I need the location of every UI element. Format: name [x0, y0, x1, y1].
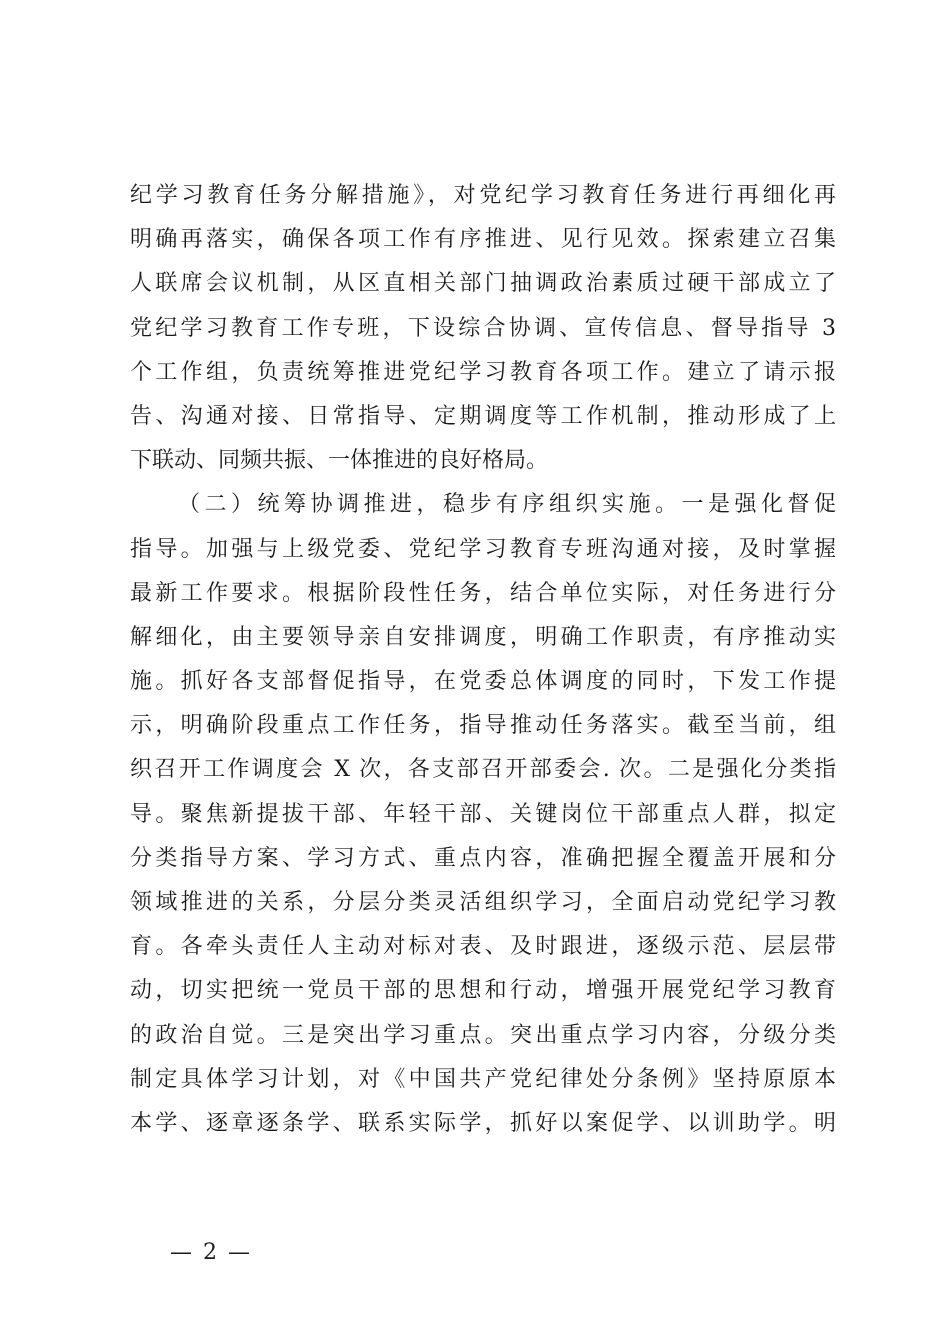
text-line: 明确再落实，确保各项工作有序推进、见行见效。探索建立召集	[130, 227, 836, 253]
text-line: 制定具体学习计划，对《中国共产党纪律处分条例》坚持原原本	[130, 1066, 836, 1092]
text-line: 纪学习教育任务分解措施》，对党纪学习教育任务进行再细化再	[130, 183, 836, 208]
section-heading-line: （二）统筹协调推进，稳步有序组织实施。一是强化督促	[178, 492, 836, 518]
text-line: 最新工作要求。根据阶段性任务，结合单位实际，对任务进行分	[130, 580, 836, 606]
text-line: 分类指导方案、学习方式、重点内容，准确把握全覆盖开展和分	[130, 845, 836, 871]
text-line: 党纪学习教育工作专班，下设综合协调、宣传信息、督导指导 3	[130, 315, 836, 341]
text-line: 本学、逐章逐条学、联系实际学，抓好以案促学、以训助学。明	[130, 1110, 836, 1136]
text-line: 的政治自觉。三是突出学习重点。突出重点学习内容，分级分类	[130, 1022, 836, 1048]
text-line: 指导。加强与上级党委、党纪学习教育专班沟通对接，及时掌握	[130, 536, 836, 562]
text-line: 下联动、同频共振、一体推进的良好格局。	[130, 448, 549, 474]
text-line: 解细化，由主要领导亲自安排调度，明确工作职责，有序推动实	[130, 624, 836, 650]
text-line: 示，明确阶段重点工作任务，指导推动任务落实。截至当前，组	[130, 713, 836, 739]
text-line: 织召开工作调度会 X 次，各支部召开部委会. 次。二是强化分类指	[130, 757, 836, 783]
text-line: 育。各牵头责任人主动对标对表、及时跟进，逐级示范、层层带	[130, 934, 836, 960]
page-number: — 2 —	[170, 1240, 252, 1265]
text-line: 领域推进的关系，分层分类灵活组织学习，全面启动党纪学习教	[130, 890, 836, 915]
text-line: 人联席会议机制，从区直相关部门抽调政治素质过硬干部成立了	[130, 271, 836, 297]
text-line: 告、沟通对接、日常指导、定期调度等工作机制，推动形成了上	[130, 403, 836, 429]
text-line: 个工作组，负责统筹推进党纪学习教育各项工作。建立了请示报	[130, 359, 836, 385]
text-line: 动，切实把统一党员干部的思想和行动，增强开展党纪学习教育	[130, 978, 836, 1004]
body-text	[130, 174, 836, 1146]
text-line: 施。抓好各支部督促指导，在党委总体调度的同时，下发工作提	[130, 669, 836, 695]
text-line: 导。聚焦新提拔干部、年轻干部、关键岗位干部重点人群，拟定	[130, 801, 836, 827]
